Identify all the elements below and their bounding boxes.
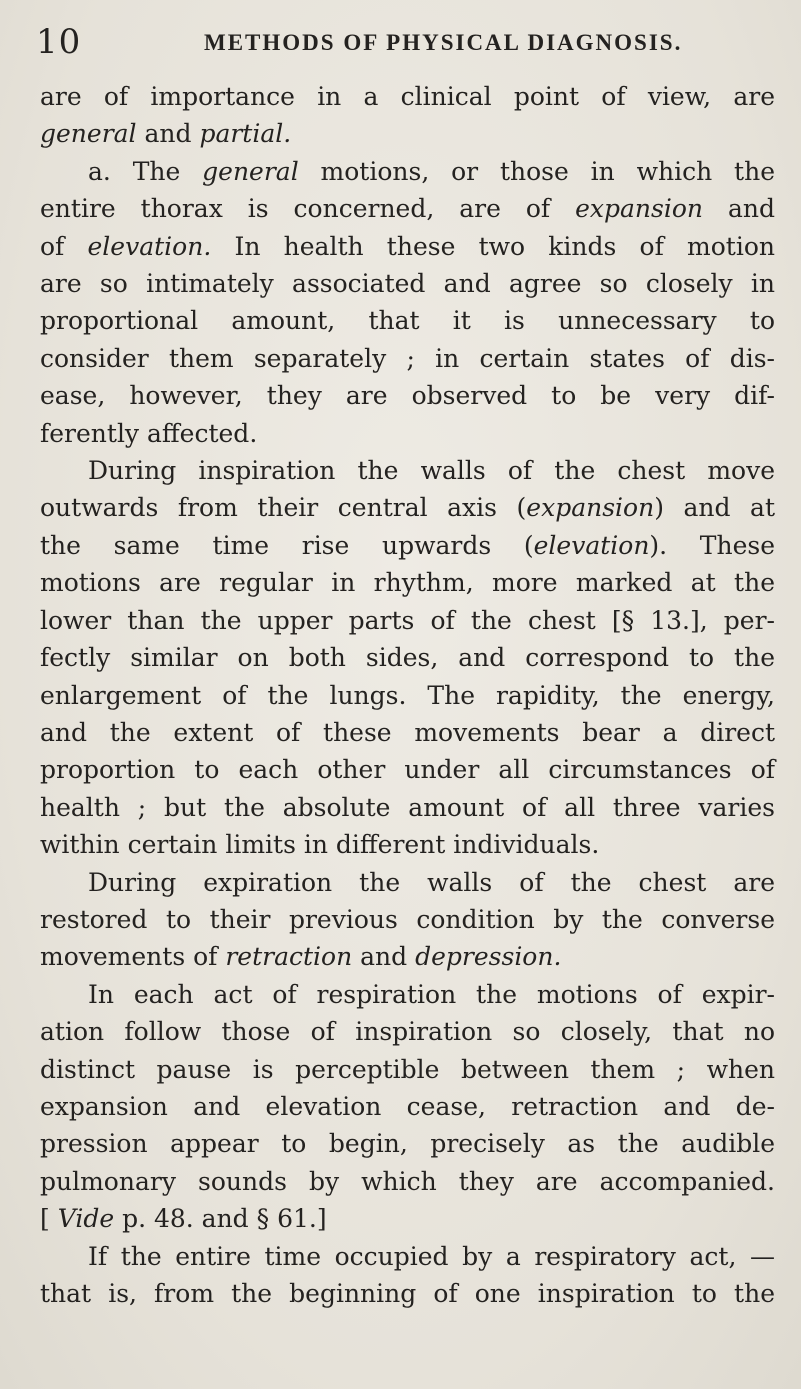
italic-term: expansion	[575, 194, 704, 224]
italic-term: general	[202, 156, 299, 186]
text-line: During expiration the walls of the chest are	[88, 867, 775, 897]
text-line: pression appear to begin, precisely as the audible	[40, 1129, 775, 1159]
text-line: are so intimately associated and agree so closely in	[40, 269, 775, 299]
text-line: outwards from their central axis (expansion) and at	[40, 493, 776, 523]
text-line: proportion to each other under all circumstances of	[40, 755, 775, 785]
italic-term: general	[40, 119, 137, 149]
paragraph-3	[40, 452, 775, 863]
text-line: and the extent of these movements bear a direct	[40, 717, 775, 747]
paragraph-2	[40, 153, 775, 452]
text-line: movements of retraction and depression.	[40, 942, 562, 972]
text-line: ferently affected.	[40, 418, 258, 448]
text-line: general and partial.	[40, 119, 292, 149]
text-line: fectly similar on both sides, and correspond to the	[40, 643, 775, 673]
text-line: pulmonary sounds by which they are accompanied.	[40, 1166, 775, 1196]
italic-term: retraction	[225, 942, 353, 972]
italic-term: Vide	[57, 1204, 115, 1234]
text-line: If the entire time occupied by a respiratory act, —	[88, 1241, 775, 1271]
italic-term: elevation.	[87, 231, 212, 261]
text-line: consider them separately ; in certain states of dis-	[40, 343, 775, 373]
text-line: motions are regular in rhythm, more marked at the	[40, 568, 775, 598]
text-line: a. The general motions, or those in which the	[88, 156, 775, 186]
paragraph-1	[40, 78, 775, 153]
text-line: proportional amount, that it is unnecessary to	[40, 306, 775, 336]
text-line: expansion and elevation cease, retraction and de-	[40, 1091, 775, 1121]
paragraph-5	[40, 976, 775, 1238]
page-number: 10	[36, 22, 82, 62]
text-line: lower than the upper parts of the chest [§ 13.], per-	[40, 605, 775, 635]
italic-term: expansion	[526, 493, 655, 523]
italic-term: depression.	[415, 942, 562, 972]
running-head	[36, 20, 771, 70]
text-line: within certain limits in different individuals.	[40, 830, 600, 860]
paragraph-4	[40, 864, 775, 976]
text-line: In each act of respiration the motions of expir-	[88, 979, 775, 1009]
text-line: that is, from the beginning of one inspiration to the	[40, 1279, 775, 1308]
text-line: of elevation. In health these two kinds of motion	[40, 231, 775, 261]
text-line: ation follow those of inspiration so closely, that no	[40, 1017, 775, 1047]
text-line: enlargement of the lungs. The rapidity, the energy,	[40, 680, 775, 710]
text-line: distinct pause is perceptible between them ; when	[40, 1054, 775, 1084]
text-line: During inspiration the walls of the chest move	[88, 456, 775, 486]
text-line: health ; but the absolute amount of all three varies	[40, 792, 775, 822]
italic-term: elevation	[533, 530, 650, 560]
text-line: entire thorax is concerned, are of expansion and	[40, 194, 775, 224]
text-line: the same time rise upwards (elevation). These	[40, 530, 775, 560]
running-title: METHODS OF PHYSICAL DIAGNOSIS.	[204, 30, 683, 55]
text-line: restored to their previous condition by the converse	[40, 904, 775, 934]
paragraph-6	[40, 1238, 775, 1313]
text-line: ease, however, they are observed to be very dif-	[40, 381, 775, 411]
body-text	[40, 78, 775, 1312]
text-line: are of importance in a clinical point of view, are	[40, 82, 775, 111]
italic-term: partial.	[199, 119, 292, 149]
text-line: [ Vide p. 48. and § 61.]	[40, 1204, 327, 1234]
